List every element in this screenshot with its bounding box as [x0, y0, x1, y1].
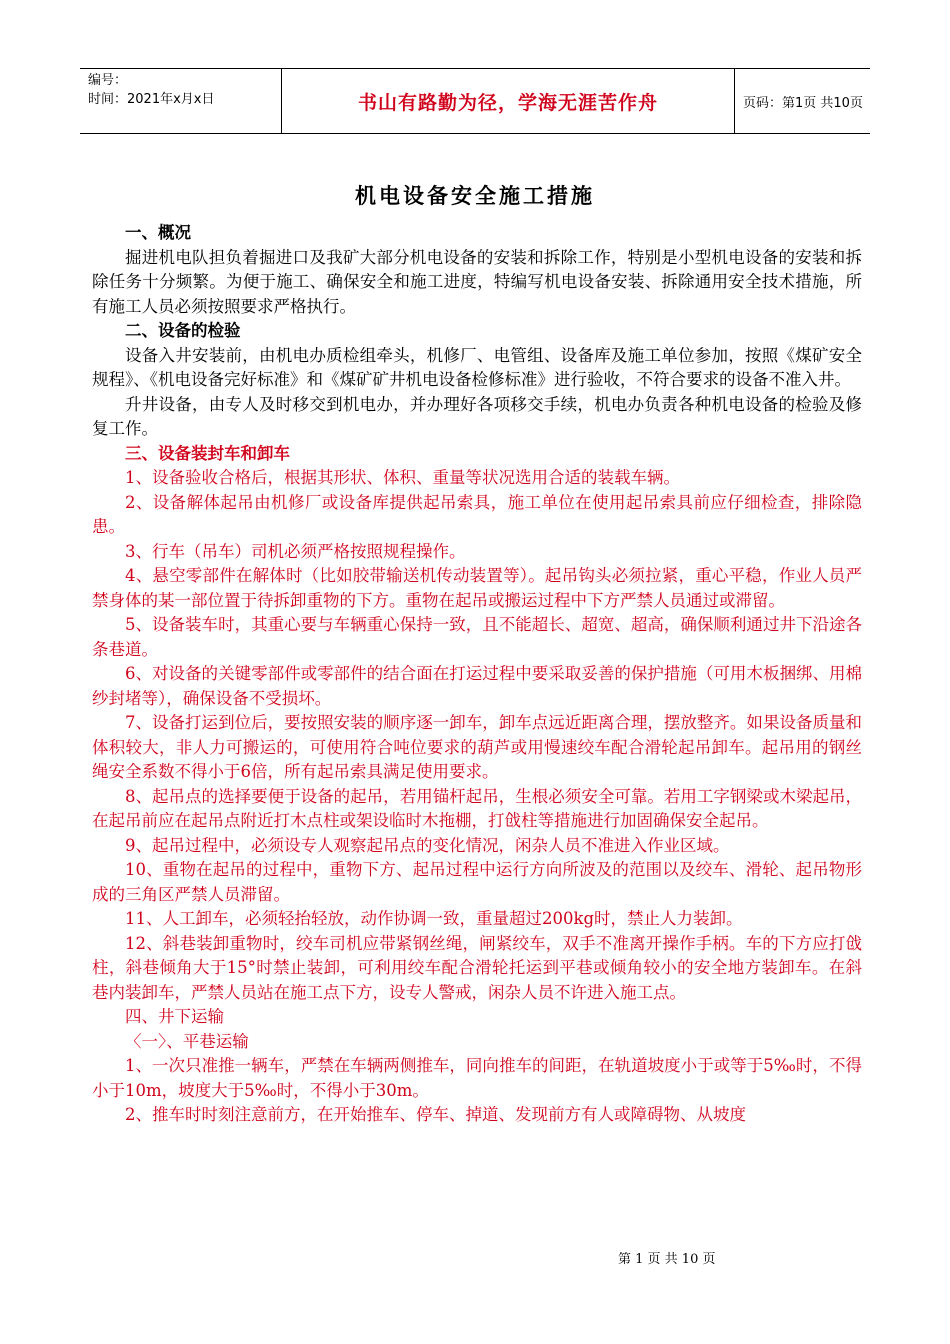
body-paragraph: 4、悬空零部件在解体时（比如胶带输送机传动装置等）。起吊钩头必须拉紧，重心平稳，作业人员严禁身体的某一部位置于待拆卸重物的下方。重物在起吊或搬运过程中下方严禁人员通过或滞留。: [92, 566, 862, 610]
body-paragraph: 3、行车（吊车）司机必须严格按照规程操作。: [125, 541, 466, 561]
page-header: [80, 68, 870, 134]
body-paragraph: 2、推车时时刻注意前方，在开始推车、停车、掉道、发现前方有人或障碍物、从坡度: [125, 1105, 746, 1124]
section-heading: 三、设备装封车和卸车: [125, 443, 290, 463]
body-paragraph: 10、重物在起吊的过程中，重物下方、起吊过程中运行方向所波及的范围以及绞车、滑轮、起吊物形成的三角区严禁人员滞留。: [92, 860, 862, 904]
body-paragraph: 〈一〉、平巷运输: [125, 1031, 249, 1051]
section-heading: 一、概况: [125, 223, 191, 242]
body-paragraph: 2、设备解体起吊由机修厂或设备库提供起吊索具，施工单位在使用起吊索具前应仔细检查，排除隐患。: [92, 492, 862, 536]
header-page-info: 页码：第1页 共10页: [743, 95, 863, 111]
body-paragraph: 11、人工卸车，必须轻抬轻放，动作协调一致，重量超过200kg时，禁止人力装卸。: [125, 909, 743, 928]
header-motto: 书山有路勤为径，学海无涯苦作舟: [357, 91, 658, 114]
document-body: [92, 221, 862, 1128]
body-paragraph: 12、斜巷装卸重物时，绞车司机应带紧钢丝绳，闸紧绞车，双手不准离开操作手柄。车的下方应打戗柱，斜巷倾角大于15°时禁止装卸，可利用绞车配合滑轮托运到平巷或倾角较小的安全地方装卸车。在斜巷内装卸车，严禁人员站在施工点下方，设专人警戒，闲杂人员不许进入施工点。: [92, 933, 862, 1002]
header-meta: [80, 69, 282, 133]
body-paragraph: 掘进机电队担负着掘进口及我矿大部分机电设备的安装和拆除工作，特别是小型机电设备的安装和拆除任务十分频繁。为便于施工、确保安全和施工进度，特编写机电设备安装、拆除通用安全技术措施，所有施工人员必须按照要求严格执行。: [92, 247, 862, 316]
body-paragraph: 1、设备验收合格后，根据其形状、体积、重量等状况选用合适的装载车辆。: [125, 468, 680, 487]
body-paragraph: 升井设备，由专人及时移交到机电办，并办理好各项移交手续，机电办负责各种机电设备的检验及修复工作。: [92, 394, 862, 438]
body-paragraph: 7、设备打运到位后，要按照安装的顺序逐一卸车，卸车点远近距离合理，摆放整齐。如果设备质量和体积较大，非人力可搬运的，可使用符合吨位要求的葫芦或用慢速绞车配合滑轮起吊卸车。起吊用的钢丝绳安全系数不得小于6倍，所有起吊索具满足使用要求。: [92, 713, 862, 781]
body-paragraph: 8、起吊点的选择要便于设备的起吊，若用锚杆起吊，生根必须安全可靠。若用工字钢梁或木梁起吊，在起吊前应在起吊点附近打木点柱或架设临时木拖棚，打戗柱等措施进行加固确保安全起吊。: [92, 786, 862, 830]
body-paragraph: 6、对设备的关键零部件或零部件的结合面在打运过程中要采取妥善的保护措施（可用木板捆绑、用棉纱封堵等），确保设备不受损坏。: [92, 664, 862, 708]
header-motto-cell: [282, 69, 735, 133]
body-paragraph: 设备入井安装前，由机电办质检组牵头，机修厂、电管组、设备库及施工单位参加，按照《煤矿安全规程》、《机电设备完好标准》和《煤矿矿井机电设备检修标准》进行验收，不符合要求的设备不准入井。: [92, 345, 862, 389]
document-number-label: 编号：: [88, 73, 128, 88]
document-date-label: 时间：2021年x月x日: [88, 92, 215, 107]
body-paragraph: 1、一次只准推一辆车，严禁在车辆两侧推车，同向推车的间距，在轨道坡度小于或等于5‰时，不得小于10m，坡度大于5‰时，不得小于30m。: [92, 1056, 862, 1100]
section-heading: 二、设备的检验: [125, 321, 241, 340]
body-paragraph: 9、起吊过程中，必须设专人观察起吊点的变化情况，闲杂人员不准进入作业区域。: [125, 835, 730, 855]
document-title: 机电设备安全施工措施: [355, 184, 595, 208]
body-paragraph: 5、设备装车时，其重心要与车辆重心保持一致，且不能超长、超宽、超高，确保顺利通过井下沿途各条巷道。: [92, 615, 862, 659]
body-paragraph: 四、井下运输: [125, 1007, 224, 1026]
page-footer: 第 1 页 共 10 页: [618, 1252, 716, 1267]
